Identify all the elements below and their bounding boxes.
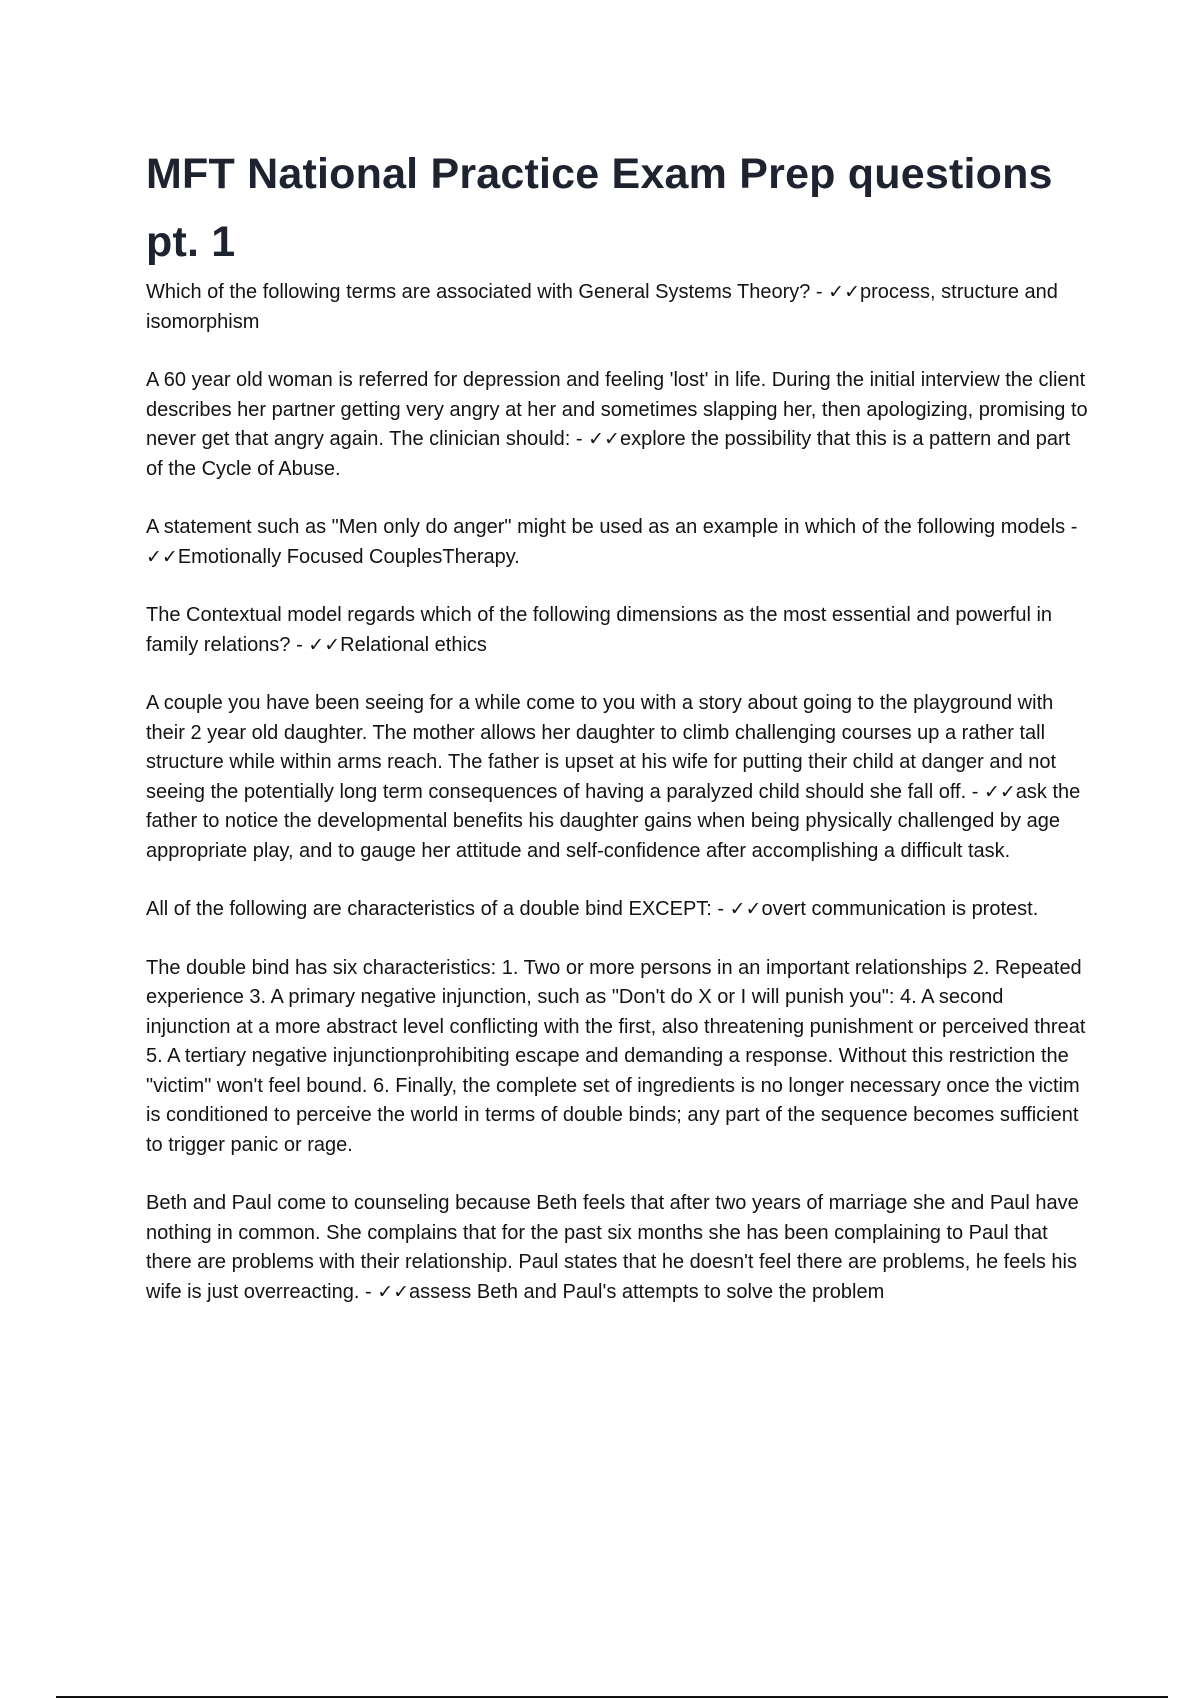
question-text: All of the following are characteristics of a double bind EXCEPT: xyxy=(146,898,712,920)
page-bottom-divider xyxy=(56,1696,1168,1698)
check-mark-icon: ✓✓ xyxy=(146,545,178,568)
separator: - xyxy=(570,428,589,450)
qa-item-6 xyxy=(146,895,1092,925)
separator: - xyxy=(966,780,984,803)
answer-text: assess Beth and Paul's attempts to solve the problem xyxy=(409,1280,885,1303)
answer-text: overt communication is protest. xyxy=(761,898,1039,920)
answer-text: ask the father to notice the developmental benefits his daughter gains when being physically challenged by age appropriate play, and to gauge her attitude and self-confidence after accomplishing a difficult task. xyxy=(146,780,1081,862)
document-title: MFT National Practice Exam Prep questions pt. 1 xyxy=(146,150,1053,266)
answer-text: explore the possibility that this is a pattern and part of the Cycle of Abuse. xyxy=(146,428,1071,480)
answer-text: Relational ethics xyxy=(340,633,487,656)
answer-text: Emotionally Focused CouplesTherapy. xyxy=(177,545,520,568)
separator: - xyxy=(1065,516,1078,538)
separator: - xyxy=(810,281,829,303)
qa-item-7 xyxy=(146,954,1092,1161)
check-mark-icon: ✓✓ xyxy=(828,281,860,303)
check-mark-icon: ✓✓ xyxy=(588,428,620,450)
qa-item-3 xyxy=(146,513,1092,572)
check-mark-icon: ✓✓ xyxy=(308,633,341,656)
qa-item-4 xyxy=(146,601,1092,660)
check-mark-icon: ✓✓ xyxy=(729,898,762,920)
question-text: Beth and Paul come to counseling because Beth feels that after two years of marriage she and Paul have nothing in common. She complains that for the past six months she has been complaining to Paul that there are problems with their relationship. Paul states that he doesn't feel there are problems, he feels his wife is just overreacting. xyxy=(146,1192,1079,1303)
separator: - xyxy=(711,898,730,920)
question-text: The double bind has six characteristics: 1. Two or more persons in an important relationships 2. Repeated experience 3. A primary negative injunction, such as "Don't do X or I will punish you": 4. A second injunction at a more abstract level conflicting with the first, also threatening punishment or perceived threat 5. A tertiary negative injunctionprohibiting escape and demanding a response. Without this restriction the "victim" won't feel bound. 6. Finally, the complete set of ingredients is no longer necessary once the victim is conditioned to perceive the world in terms of double binds; any part of the sequence becomes sufficient to trigger panic or rage. xyxy=(146,956,1086,1156)
answer-text: process, structure and isomorphism xyxy=(146,281,1058,333)
document-page xyxy=(146,140,1092,1336)
question-text: A couple you have been seeing for a while come to you with a story about going to the playground with their 2 year old daughter. The mother allows her daughter to climb challenging courses up a rather tall structure while within arms reach. The father is upset at his wife for putting their child at danger and not seeing the potentially long term consequences of having a paralyzed child should she fall off. xyxy=(146,692,1057,803)
check-mark-icon: ✓✓ xyxy=(377,1280,410,1303)
separator: - xyxy=(290,633,309,656)
qa-item-8 xyxy=(146,1189,1092,1307)
separator: - xyxy=(359,1280,378,1303)
qa-item-5 xyxy=(146,689,1092,866)
question-text: Which of the following terms are associated with General Systems Theory? xyxy=(146,281,811,303)
question-text: A 60 year old woman is referred for depression and feeling 'lost' in life. During the initial interview the client describes her partner getting very angry at her and sometimes slapping her, then apologizing, promising to never get that angry again. The clinician should: xyxy=(146,369,1088,450)
check-mark-icon: ✓✓ xyxy=(983,780,1016,803)
question-text: The Contextual model regards which of the following dimensions as the most essential and powerful in family relations? xyxy=(146,604,1053,656)
question-text: A statement such as "Men only do anger" might be used as an example in which of the following models xyxy=(146,516,1066,538)
qa-item-2 xyxy=(146,366,1092,484)
qa-item-1 xyxy=(146,278,1092,337)
